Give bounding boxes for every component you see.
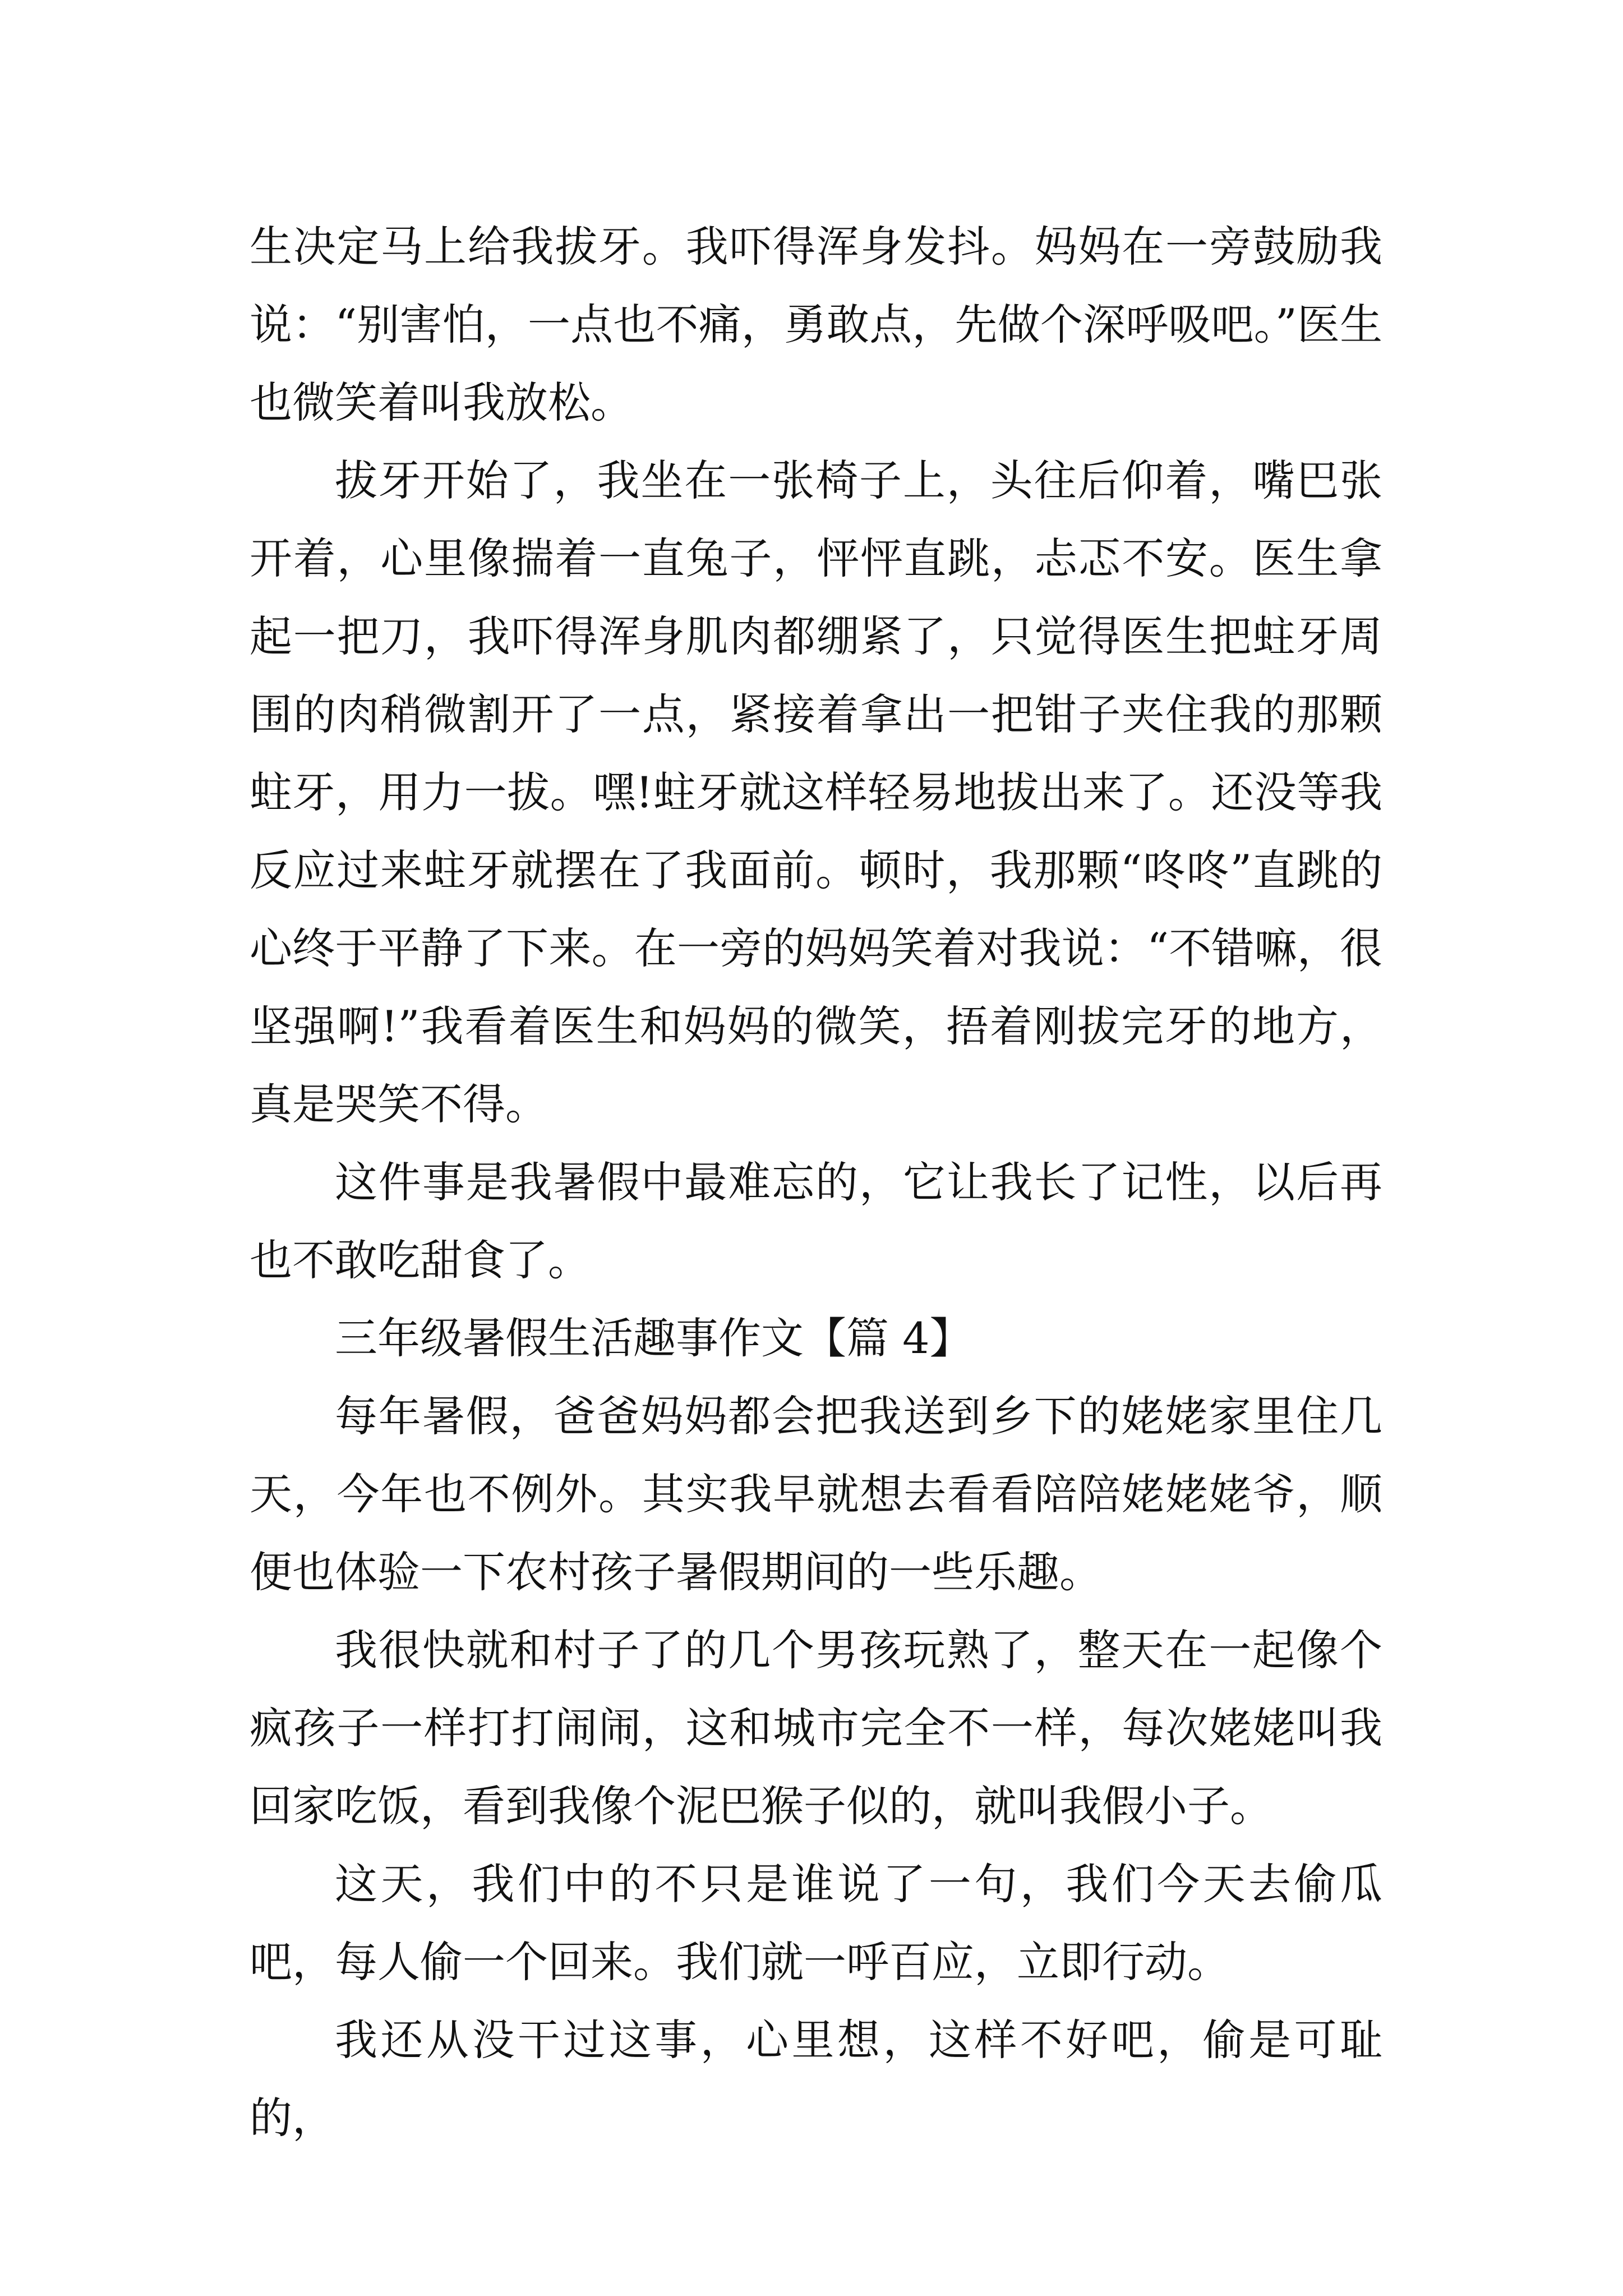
section-heading: 三年级暑假生活趣事作文【篇 4】 — [335, 1313, 972, 1363]
paragraph-3: 这件事是我暑假中最难忘的，它让我长了记性，以后再也不敢吃甜食了。 — [250, 1157, 1382, 1285]
section-paragraph-3: 这天，我们中的不只是谁说了一句，我们今天去偷瓜吧，每人偷一个回来。我们就一呼百应，立即行动。 — [250, 1859, 1382, 1987]
paragraph-2: 拔牙开始了，我坐在一张椅子上，头往后仰着，嘴巴张开着，心里像揣着一直兔子，怦怦直跳，忐忑不安。医生拿起一把刀，我吓得浑身肌肉都绷紧了，只觉得医生把蛀牙周围的肉稍微割开了一点，紧接着拿出一把钳子夹住我的那颗蛀牙，用力一拔。嘿!蛀牙就这样轻易地拔出来了。还没等我反应过来蛀牙就摆在了我面前。顿时，我那颗“咚咚”直跳的心终于平静了下来。在一旁的妈妈笑着对我说：“不错嘛，很坚强啊!”我看着医生和妈妈的微笑，捂着刚拔完牙的地方，真是哭笑不得。 — [250, 455, 1382, 1129]
section-paragraph-2: 我很快就和村子了的几个男孩玩熟了，整天在一起像个疯孩子一样打打闹闹，这和城市完全不一样，每次姥姥叫我回家吃饭，看到我像个泥巴猴子似的，就叫我假小子。 — [250, 1625, 1382, 1831]
paragraph-1: 生决定马上给我拔牙。我吓得浑身发抖。妈妈在一旁鼓励我说：“别害怕，一点也不痛，勇敢点，先做个深呼吸吧。”医生也微笑着叫我放松。 — [250, 222, 1382, 427]
section-paragraph-1: 每年暑假，爸爸妈妈都会把我送到乡下的姥姥家里住几天，今年也不例外。其实我早就想去看看陪陪姥姥姥爷，顺便也体验一下农村孩子暑假期间的一些乐趣。 — [250, 1391, 1382, 1597]
document-body — [250, 208, 1382, 2157]
section-paragraph-4: 我还从没干过这事，心里想，这样不好吧，偷是可耻的， — [250, 2015, 1382, 2143]
